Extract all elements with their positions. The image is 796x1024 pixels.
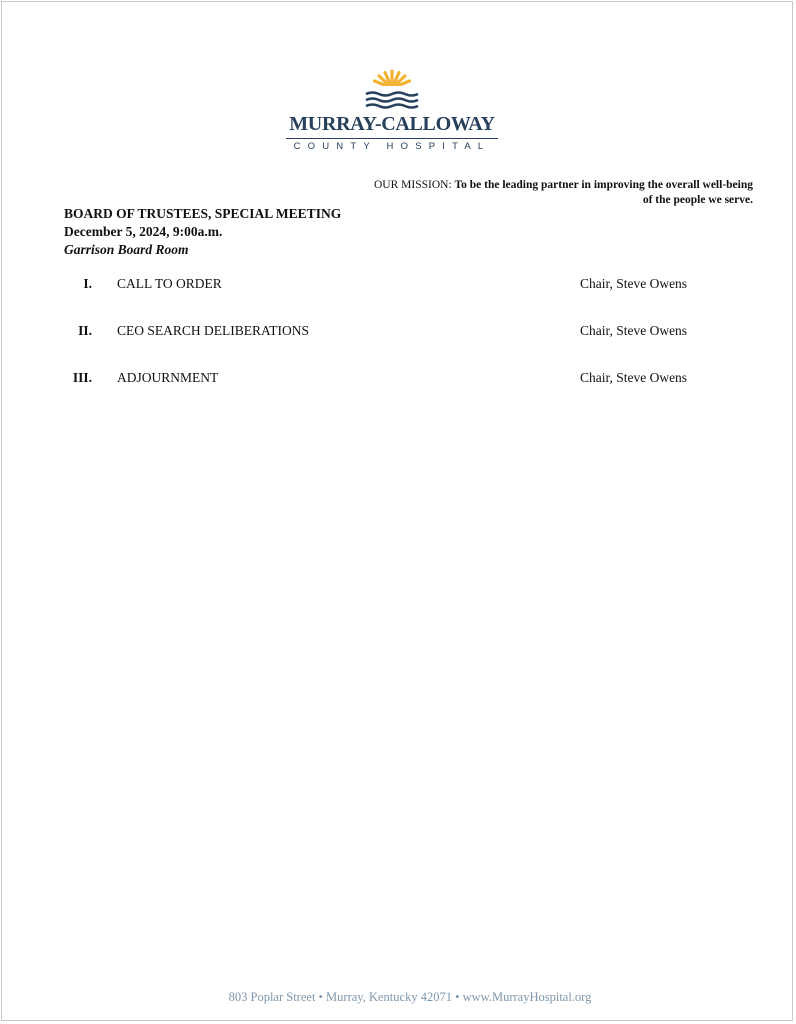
hospital-logo <box>286 68 498 156</box>
agenda-item <box>64 274 704 321</box>
meeting-header <box>64 205 341 259</box>
agenda-item-number: III. <box>72 370 92 385</box>
agenda-item <box>64 368 704 415</box>
mission-statement <box>332 178 753 208</box>
logo-divider <box>286 138 498 139</box>
mission-text-1: To be the leading partner in improving the overall well-being <box>454 179 753 191</box>
agenda-list <box>64 274 704 415</box>
meeting-title: BOARD OF TRUSTEES, SPECIAL MEETING <box>64 206 342 221</box>
mission-line-2 <box>332 193 753 208</box>
agenda-item-topic: CEO SEARCH DELIBERATIONS <box>117 323 310 338</box>
agenda-item-number: I. <box>83 276 92 291</box>
agenda-item-presenter: Chair, Steve Owens <box>580 370 688 385</box>
agenda-item-number: II. <box>78 323 92 338</box>
agenda-item-presenter: Chair, Steve Owens <box>580 323 688 338</box>
agenda-item-topic: ADJOURNMENT <box>117 370 219 385</box>
mission-text-2: of the people we serve. <box>642 194 753 206</box>
mission-line-1 <box>332 178 753 193</box>
agenda-item-topic: CALL TO ORDER <box>117 276 222 291</box>
logo-hospital-name: MURRAY-CALLOWAY <box>289 113 495 135</box>
meeting-date: December 5, 2024, 9:00a.m. <box>64 224 223 239</box>
meeting-location: Garrison Board Room <box>64 242 189 257</box>
agenda-item <box>64 321 704 368</box>
logo-subtitle: COUNTY HOSPITAL <box>293 141 491 152</box>
agenda-item-presenter: Chair, Steve Owens <box>580 276 688 291</box>
document-page <box>1 1 793 1021</box>
sun-waves-logo-icon <box>364 68 420 112</box>
footer-address: 803 Poplar Street • Murray, Kentucky 42071 • www.MurrayHospital.org <box>228 990 592 1004</box>
mission-label: OUR MISSION: <box>374 179 452 191</box>
